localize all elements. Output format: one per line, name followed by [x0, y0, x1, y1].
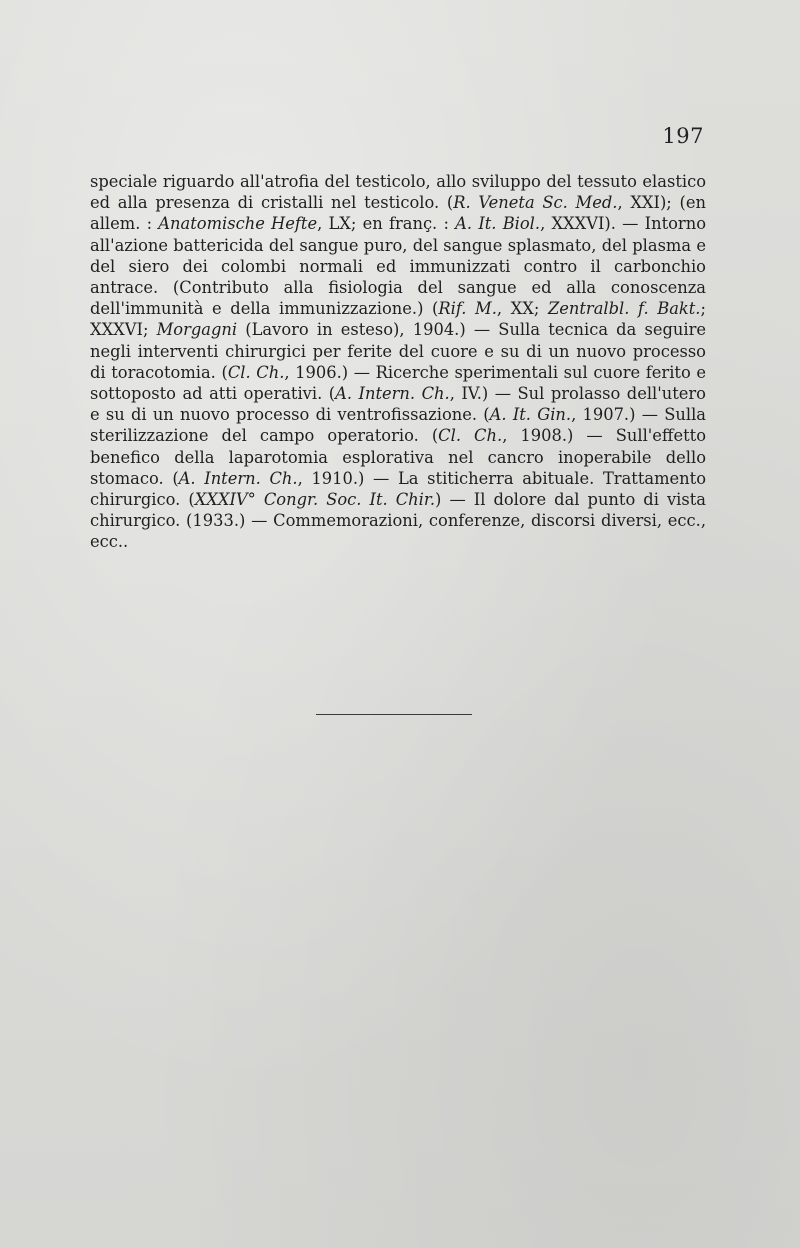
text-run: ) — Il dolore dal punto di vista chirurgico. (1933.) — Commemorazioni, conferenze, discorsi diversi, ecc., ecc..	[90, 490, 706, 552]
citation-title: A. Intern. Ch.	[178, 468, 298, 488]
text-run: (Lavoro in esteso), 1904.) — Sulla tecnica da seguire negli interventi chirurgici per ferite del cuore e su di un nuovo processo di toracotomia. (	[90, 320, 706, 382]
citation-title: R. Veneta Sc. Med.	[453, 193, 618, 213]
section-end-rule	[316, 714, 472, 715]
text-run: , IV.) — Sul prolasso dell'utero e su di un nuovo processo di ventrofissazione. (	[90, 384, 706, 425]
text-run: , LX; en franç. :	[317, 214, 456, 234]
citation-title: A. It. Gin.	[489, 405, 572, 425]
text-run: , 1906.) — Ricerche sperimentali sul cuore ferito e sottoposto ad atti operativi. (	[90, 362, 706, 404]
text-run: speciale riguardo all'atrofia del testicolo, allo sviluppo del tessuto elastico ed alla presenza di cristalli nel testicolo. (	[90, 172, 706, 213]
citation-title: Anatomische Hefte	[158, 214, 318, 234]
citation-title: Zentralbl. f. Bakt.	[547, 299, 701, 319]
citation-title: Morgagni	[156, 320, 238, 340]
citation-title: Cl. Ch.	[438, 426, 503, 446]
citation-title: XXXIV° Congr. Soc. It. Chir.	[194, 490, 436, 510]
text-run: , 1907.) — Sulla sterilizzazione del campo operatorio. (	[90, 405, 706, 446]
citation-title: A. Intern. Ch.	[335, 384, 450, 404]
citation-title: Rif. M.	[438, 299, 497, 319]
text-run: ; XXXVI;	[90, 299, 706, 340]
bibliography-paragraph	[90, 171, 706, 553]
text-run: , XX;	[496, 299, 548, 319]
text-run: , 1910.) — La stiticherra abituale. Trattamento chirurgico. (	[90, 468, 706, 510]
citation-title: A. It. Biol.	[455, 214, 541, 234]
text-run: , XXXVI). — Intorno all'azione battericida del sangue puro, del sangue splasmato, del plasma e del siero dei colombi normali ed immunizzati contro il carbonchio antrace. (Contributo alla fisiologia del sangue ed alla conoscenza dell'immunità e della immunizzazione.) (	[90, 214, 707, 319]
citation-title: Cl. Ch.	[227, 362, 285, 382]
page-number: 197	[662, 124, 704, 148]
text-run: , XXI); (en allem. :	[90, 193, 706, 234]
text-run: , 1908.) — Sull'effetto benefico della laparotomia esplorativa nel cancro inoperabile dello stomaco. (	[90, 426, 706, 488]
